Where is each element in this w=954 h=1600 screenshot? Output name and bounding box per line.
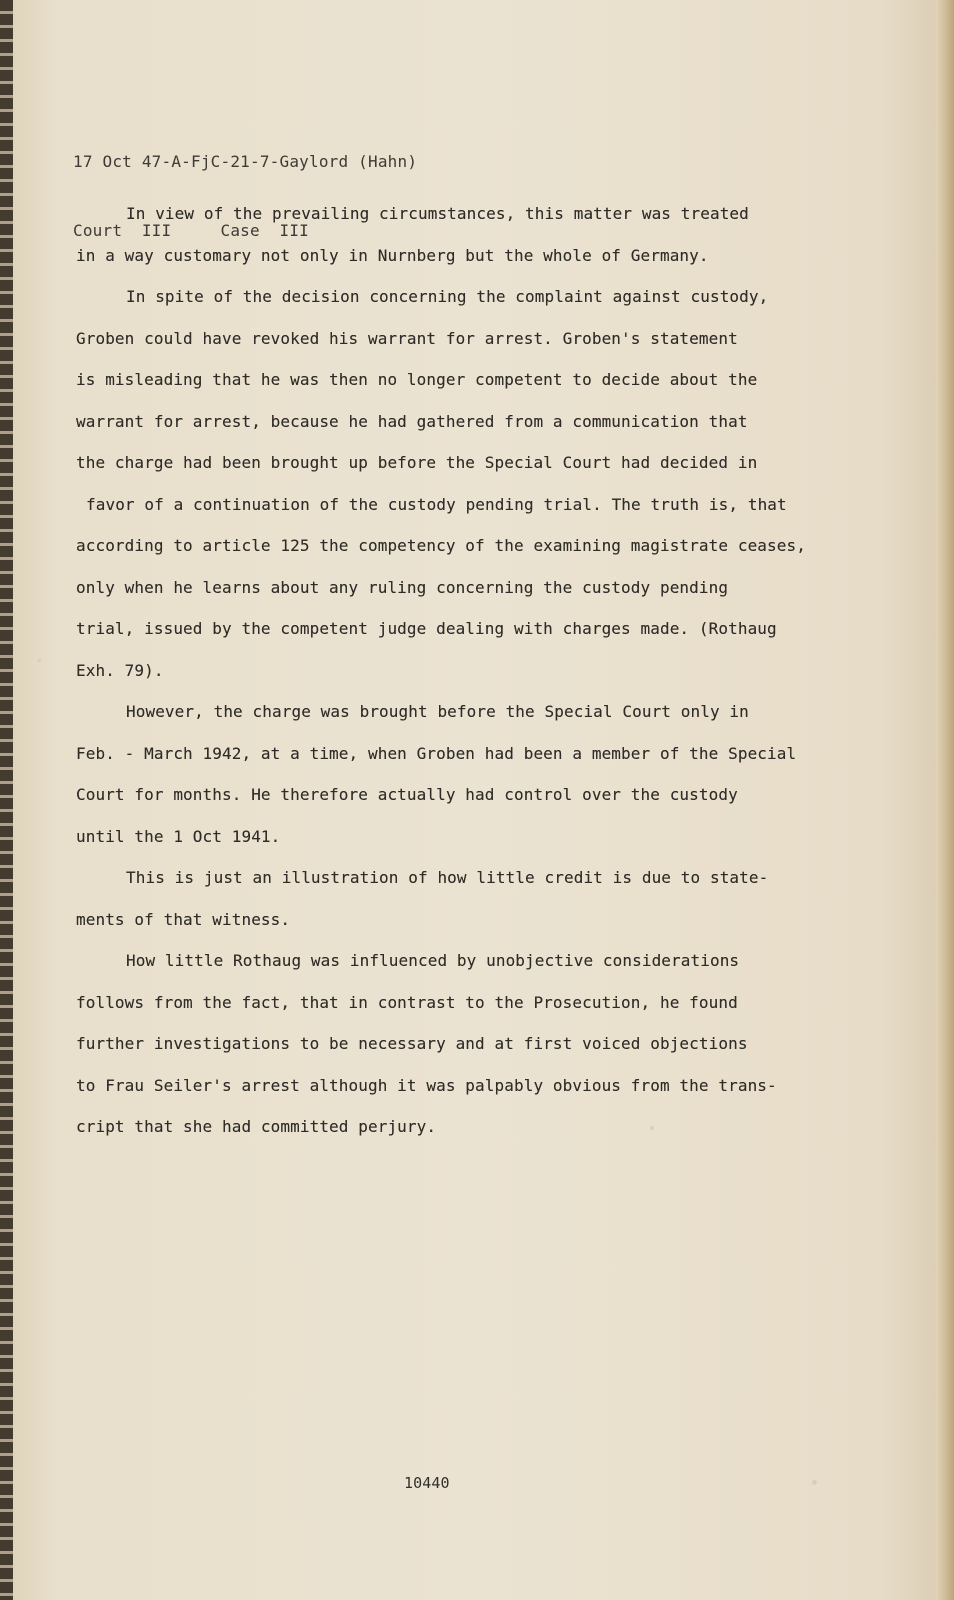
header-line-1: 17 Oct 47-A-FjC-21-7-Gaylord (Hahn) [73,152,418,171]
text-line: Groben could have revoked his warrant for arrest. Groben's statement [76,328,738,348]
text-line: How little Rothaug was influenced by unobjective considerations [126,951,740,970]
text-line: in a way customary not only in Nurnberg but the whole of Germany. [76,245,709,265]
text-line: only when he learns about any ruling concerning the custody pending [76,577,729,597]
text-line: Court for months. He therefore actually had control over the custody [76,785,738,804]
text-line: to Frau Seiler's arrest although it was palpably obvious from the trans- [76,1075,777,1095]
paper-spot [38,659,41,662]
text-line: the charge had been brought up before the Special Court had decided in [76,453,758,472]
text-line: is misleading that he was then no longer competent to decide about the [76,370,758,389]
text-line: trial, issued by the competent judge dealing with charges made. (Rothaug [76,619,777,638]
text-line: However, the charge was brought before the Special Court only in [126,702,749,721]
text-line: according to article 125 the competency of the examining magistrate ceases, [76,536,806,555]
page-edge [936,0,954,1600]
page-number: 10440 [404,1474,450,1492]
text-line: warrant for arrest, because he had gathered from a communication that [76,411,748,431]
text-line: Feb. - March 1942, at a time, when Groben had been a member of the Special [76,743,797,763]
text-line: This is just an illustration of how little credit is due to state- [126,868,769,887]
paper-spot [812,1480,817,1485]
binding-edge [0,0,13,1600]
text-line: cript that she had committed perjury. [76,1117,437,1136]
text-line: Exh. 79). [76,660,164,680]
text-line: In view of the prevailing circumstances, this matter was treated [126,204,749,223]
text-line: ments of that witness. [76,909,291,929]
document-body [76,193,846,1148]
header-line-2: Court III Case III [73,221,309,240]
text-line: follows from the fact, that in contrast to the Prosecution, he found [76,992,738,1012]
text-line: favor of a continuation of the custody pending trial. The truth is, that [86,494,787,514]
text-line: further investigations to be necessary and at first voiced objections [76,1034,748,1053]
text-line: In spite of the decision concerning the complaint against custody, [126,287,769,306]
text-line: until the 1 Oct 1941. [76,826,281,846]
